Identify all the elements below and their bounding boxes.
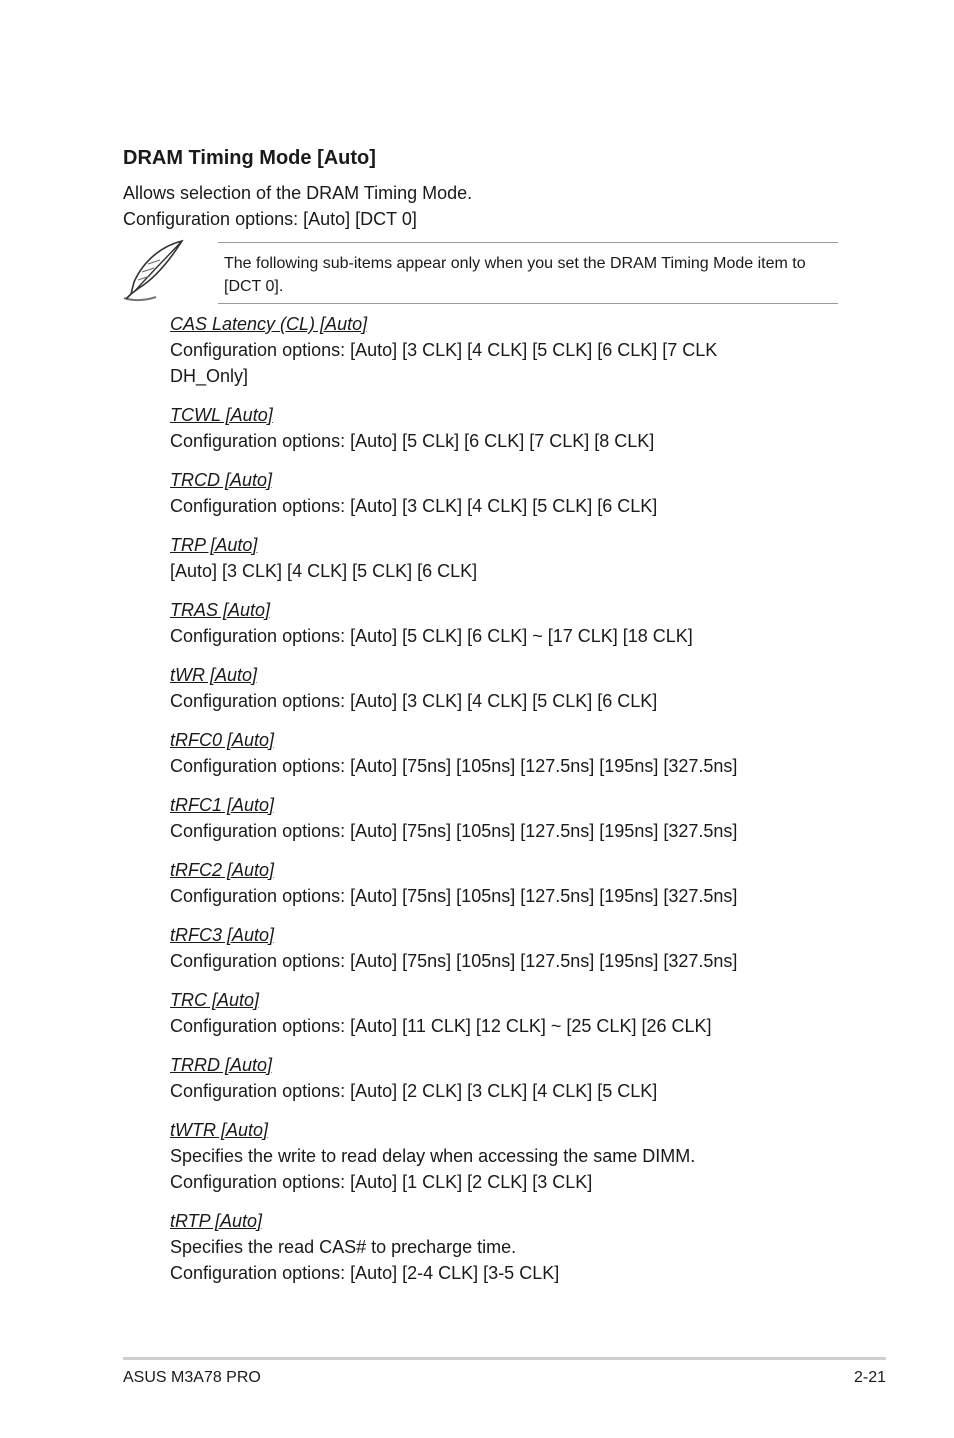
sub-item-title: tRFC1 [Auto] [170, 795, 275, 815]
sub-item [170, 597, 850, 649]
sub-item [170, 922, 850, 974]
section-options: Configuration options: [Auto] [DCT 0] [123, 209, 417, 229]
sub-item-title: TRP [Auto] [170, 535, 258, 555]
sub-item-title: tRFC2 [Auto] [170, 860, 275, 880]
feather-pen-icon [122, 238, 186, 302]
sub-item-description: Configuration options: [Auto] [75ns] [105ns] [127.5ns] [195ns] [327.5ns] [170, 756, 738, 776]
sub-item-title: TRAS [Auto] [170, 600, 271, 620]
sub-item-description: Configuration options: [Auto] [75ns] [105ns] [127.5ns] [195ns] [327.5ns] [170, 886, 738, 906]
sub-item-title: CAS Latency (CL) [Auto] [170, 314, 368, 334]
sub-item-description: [Auto] [3 CLK] [4 CLK] [5 CLK] [6 CLK] [170, 561, 478, 581]
sub-item [170, 1052, 850, 1104]
sub-item-description: Configuration options: [Auto] [11 CLK] [12 CLK] ~ [25 CLK] [26 CLK] [170, 1016, 712, 1036]
sub-item-description: Configuration options: [Auto] [2-4 CLK] [3-5 CLK] [170, 1263, 560, 1283]
sub-item [170, 532, 850, 584]
sub-item [170, 467, 850, 519]
sub-item-title: tWR [Auto] [170, 665, 258, 685]
sub-item-description: Configuration options: [Auto] [3 CLK] [4 CLK] [5 CLK] [6 CLK] [170, 691, 658, 711]
sub-item [170, 1117, 850, 1195]
sub-item-description: Specifies the write to read delay when accessing the same DIMM. [170, 1146, 696, 1166]
note-text: The following sub-items appear only when you set the DRAM Timing Mode item to [DCT 0]. [224, 255, 806, 295]
sub-item [170, 987, 850, 1039]
sub-item-description: Configuration options: [Auto] [2 CLK] [3 CLK] [4 CLK] [5 CLK] [170, 1081, 658, 1101]
sub-item-title: TCWL [Auto] [170, 405, 273, 425]
footer-divider [123, 1357, 886, 1360]
sub-item-title: tRFC3 [Auto] [170, 925, 275, 945]
sub-item-title: tRFC0 [Auto] [170, 730, 275, 750]
sub-item [170, 402, 850, 454]
section-intro [123, 180, 472, 232]
sub-item-description: Configuration options: [Auto] [75ns] [105ns] [127.5ns] [195ns] [327.5ns] [170, 821, 738, 841]
sub-item [170, 792, 850, 844]
sub-item-description: Configuration options: [Auto] [5 CLK] [6 CLK] ~ [17 CLK] [18 CLK] [170, 626, 693, 646]
sub-item-list [170, 311, 850, 1299]
sub-item-description: Configuration options: [Auto] [3 CLK] [4 CLK] [5 CLK] [6 CLK] [170, 496, 658, 516]
sub-item [170, 662, 850, 714]
sub-item-description: DH_Only] [170, 366, 249, 386]
sub-item-title: TRRD [Auto] [170, 1055, 273, 1075]
note-box [218, 242, 838, 304]
sub-item [170, 857, 850, 909]
sub-item-title: tRTP [Auto] [170, 1211, 263, 1231]
sub-item-title: TRCD [Auto] [170, 470, 273, 490]
sub-item [170, 727, 850, 779]
footer-page-number: 2-21 [853, 1369, 886, 1386]
sub-item-description: Configuration options: [Auto] [1 CLK] [2 CLK] [3 CLK] [170, 1172, 593, 1192]
footer-product: ASUS M3A78 PRO [123, 1369, 261, 1386]
sub-item [170, 1208, 850, 1286]
sub-item-description: Configuration options: [Auto] [75ns] [105ns] [127.5ns] [195ns] [327.5ns] [170, 951, 738, 971]
sub-item [170, 311, 850, 389]
sub-item-title: tWTR [Auto] [170, 1120, 269, 1140]
sub-item-description: Configuration options: [Auto] [5 CLk] [6 CLK] [7 CLK] [8 CLK] [170, 431, 655, 451]
section-title: DRAM Timing Mode [Auto] [123, 147, 376, 169]
sub-item-description: Configuration options: [Auto] [3 CLK] [4 CLK] [5 CLK] [6 CLK] [7 CLK [170, 340, 718, 360]
sub-item-description: Specifies the read CAS# to precharge time. [170, 1237, 517, 1257]
section-description: Allows selection of the DRAM Timing Mode. [123, 183, 473, 203]
sub-item-title: TRC [Auto] [170, 990, 260, 1010]
